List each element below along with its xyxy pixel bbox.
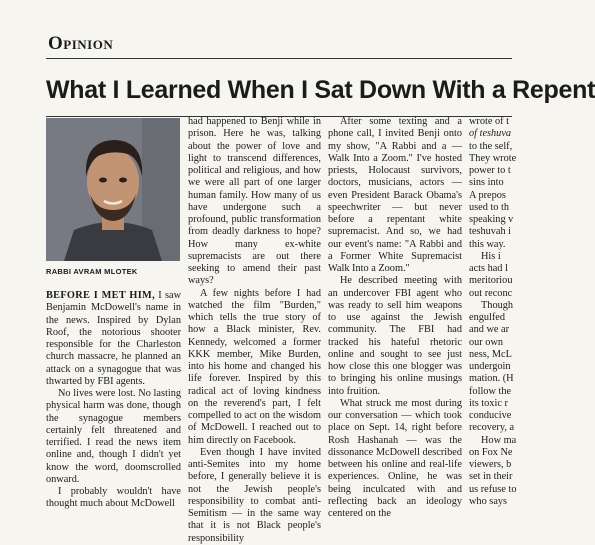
col4-line: its toxic r	[469, 397, 508, 409]
col4-line: who says	[469, 495, 508, 507]
paragraph: What struck me most during our conversation — which took place on Sept. 14, right before Rosh Hashanah — was the dissonance McDowell described between his online and real-life experiences. Online, he was being inculcated with and reflecting back an ideology centered on the	[328, 397, 462, 519]
section-label: Opinion	[48, 33, 114, 54]
col4-line: sins into	[469, 177, 504, 189]
article-column-2	[188, 116, 321, 544]
article-column-4-cropped	[469, 116, 529, 512]
col4-line: of teshuva	[469, 128, 512, 140]
article-headline: What I Learned When I Sat Down With a Repent	[46, 76, 595, 104]
col4-line: How ma	[481, 434, 517, 446]
col4-line: set in their	[469, 471, 513, 483]
col4-line: power to t	[469, 165, 511, 176]
paragraph	[46, 290, 181, 388]
col4-line: acts had l	[469, 263, 508, 274]
paragraph: He described meeting with an undercover FBI agent who was ready to sell him weapons to use against the Jewish community. The FBI had tracked his hateful rhetoric online and sought to see just how close this one blogger was to bringing his online musings into fruition.	[328, 275, 462, 397]
paragraph: I probably wouldn't have thought much about McDowell	[46, 486, 181, 510]
col4-line: teshuvah i	[469, 226, 512, 238]
article-column-3	[328, 116, 462, 519]
col4-line: on Fox Ne	[469, 446, 513, 458]
paragraph: Even though I have invited anti-Semites into my home before, I generally believe it is not the Jewish people's responsibility to combat anti-Semitism — in the same way that it is not Black people's responsibility	[188, 446, 321, 544]
col4-line: speaking v	[469, 214, 514, 225]
col4-line: wrote of t	[469, 116, 510, 127]
photo-caption: RABBI AVRAM MLOTEK	[46, 267, 138, 276]
col4-line: Though	[481, 299, 514, 311]
col4-line: to the self,	[469, 140, 513, 152]
col4-line: recovery, a	[469, 422, 515, 434]
paragraph: After some texting and a phone call, I invited Benji onto my show, "A Rabbi and a — Walk Into a Zoom." I've hosted priests, Holocaust survivors, doctors, musicians, actors — even President Barack Obama's speechwriter — but never before a repentant white supremacist. And so, we had our event's name: "A Rabbi and a Former White Supremacist Walk Into a Zoom."	[328, 116, 462, 274]
paragraph-text: I saw Benjamin McDowell's name in the news. Inspired by Dylan Roof, the notorious shooter responsible for the Charleston church massacre, he planned an attack on a synagogue that was thwarted by FBI agents.	[46, 290, 182, 387]
paragraph: had happened to Benji while in prison. Here he was, talking about the power of love and light to transcend differences, political and religious, and how we were all part of one larger human family. How many of us have undergone such a profound, public transformation from deadly darkness to hope? How many ex-white supremacists are out there seeking to amend their past ways?	[188, 116, 321, 287]
col4-line: out reconc	[469, 287, 513, 299]
col4-line: us refuse to	[469, 483, 517, 495]
col4-line: They wrote	[469, 152, 517, 164]
col4-line: follow the	[469, 385, 512, 397]
col4-line: ness, McL	[469, 348, 512, 360]
col4-line: viewers, b	[469, 459, 512, 470]
col4-line: undergoin	[469, 361, 511, 372]
col4-line: meritoriou	[469, 275, 513, 287]
col4-line: conducive	[469, 410, 512, 421]
top-rule	[46, 58, 512, 59]
paragraph: A few nights before I had watched the film "Burden," which tells the true story of how a Black minister, Rev. Kennedy, welcomed a former KKK member, Mike Burden, into his home and changed his life forever. Inspired by this radical act of loving kindness on the reverend's part, I felt compelled to act on the wisdom of McDowell. I reached out to him directly on Facebook.	[188, 287, 321, 446]
col4-line: mation. (H	[469, 373, 514, 385]
col4-line: used to th	[469, 201, 510, 213]
author-photo	[46, 118, 180, 261]
col4-line: engulfed	[469, 312, 506, 323]
col4-line: this way.	[469, 238, 506, 250]
paragraph: No lives were lost. No lasting physical harm was done, though the synagogue members certainly felt threatened and terrified. I read the news item online and, though I didn't yet know the word, doomscrolled onward.	[46, 388, 181, 485]
lead-in: BEFORE I MET HIM,	[46, 290, 155, 301]
col4-line: our own	[469, 336, 504, 348]
col4-line: and we ar	[469, 324, 510, 336]
col4-line: A prepos	[469, 189, 506, 201]
col4-line: His i	[481, 250, 501, 262]
article-column-1	[46, 290, 181, 512]
